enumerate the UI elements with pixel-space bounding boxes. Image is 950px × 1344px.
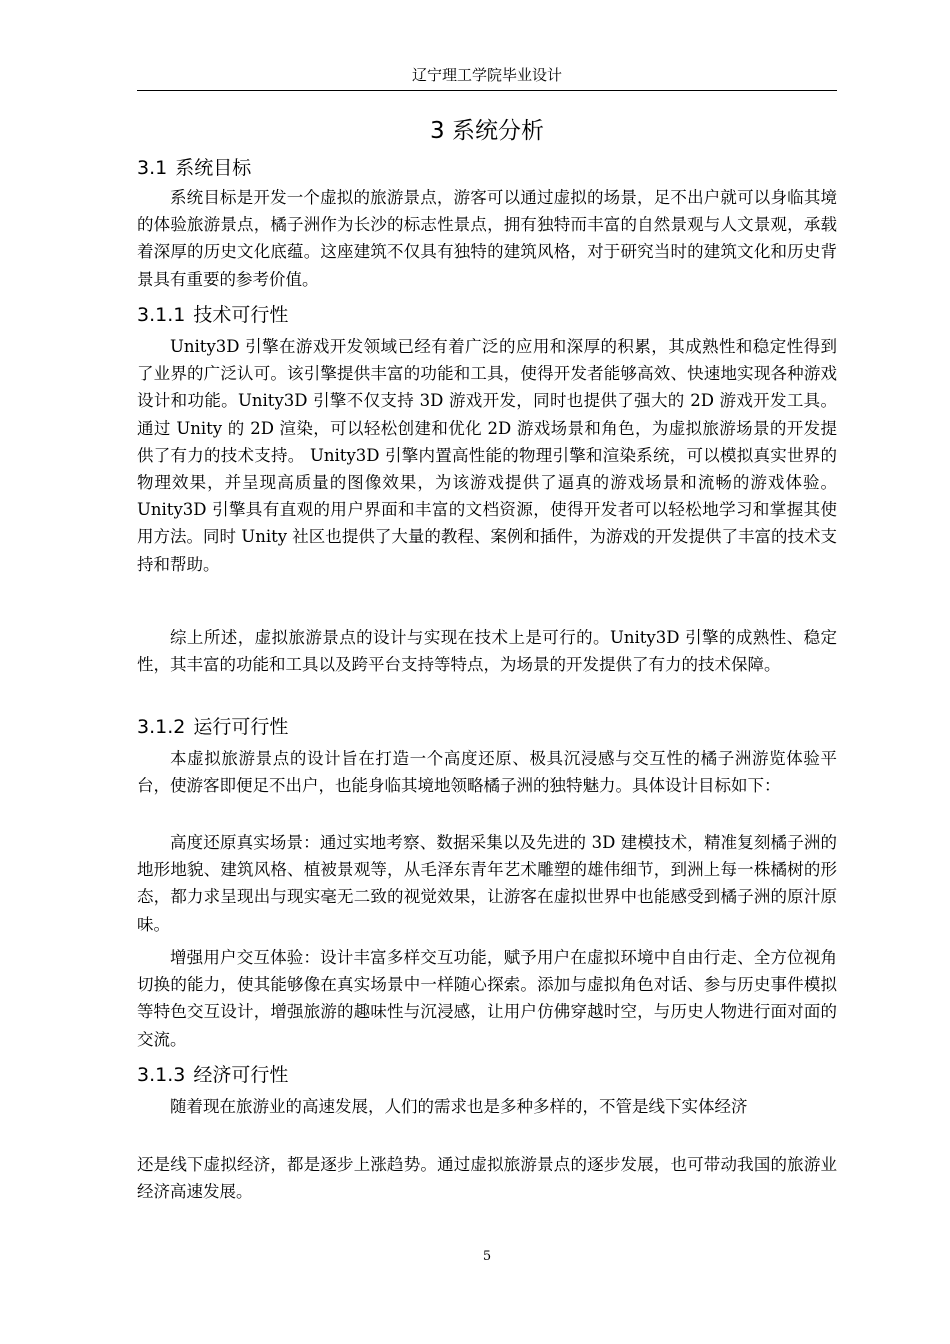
- section-number: 3.1.3: [137, 1064, 186, 1086]
- section-title: 技术可行性: [193, 304, 289, 326]
- body-paragraph: 增强用户交互体验：设计丰富多样交互功能，赋予用户在虚拟环境中自由行走、全方位视角切换的能力，使其能够像在真实场景中一样随心探索。添加与虚拟角色对话、参与历史事件模拟等特色交互设计，增强旅游的趣味性与沉浸感，让用户仿佛穿越时空，与历史人物进行面对面的交流。: [137, 948, 837, 1049]
- chapter-title: 3 系统分析: [430, 118, 544, 144]
- body-paragraph: 综上所述，虚拟旅游景点的设计与实现在技术上是可行的。Unity3D 引擎的成熟性、稳定性，其丰富的功能和工具以及跨平台支持等特点，为场景的开发提供了有力的技术保障。: [137, 628, 837, 675]
- section-title: 运行可行性: [193, 716, 289, 738]
- page-header: [137, 64, 837, 91]
- body-paragraph: 还是线下虚拟经济，都是逐步上涨趋势。通过虚拟旅游景点的逐步发展，也可带动我国的旅游业经济高速发展。: [137, 1155, 837, 1202]
- section-heading-3-1-3: [137, 1061, 288, 1089]
- body-paragraph: Unity3D 引擎在游戏开发领域已经有着广泛的应用和深厚的积累，其成熟性和稳定性得到了业界的广泛认可。该引擎提供丰富的功能和工具，使得开发者能够高效、快速地实现各种游戏设计和功能。Unity3D 引擎不仅支持 3D 游戏开发，同时也提供了强大的 2D 游戏开发工具。通过 Unity 的 2D 渲染，可以轻松创建和优化 2D 游戏场景和角色，为虚拟旅游场景的开发提供了有力的技术支持。 Unity3D 引擎内置高性能的物理引擎和渲染系统，可以模拟真实世界的物理效果，并呈现高质量的图像效果，为该游戏提供了逼真的游戏场景和流畅的游戏体验。 Unity3D 引擎具有直观的用户界面和丰富的文档资源，使得开发者可以轻松地学习和掌握其使用方法。同时 Unity 社区也提供了大量的教程、案例和插件，为游戏的开发提供了丰富的技术支持和帮助。: [137, 337, 837, 574]
- section-title: 经济可行性: [193, 1064, 289, 1086]
- body-paragraph: 本虚拟旅游景点的设计旨在打造一个高度还原、极具沉浸感与交互性的橘子洲游览体验平台，使游客即便足不出户，也能身临其境地领略橘子洲的独特魅力。具体设计目标如下：: [137, 749, 837, 796]
- section-number: 3.1.2: [137, 716, 186, 738]
- section-number: 3.1: [137, 157, 168, 179]
- section-title: 系统目标: [175, 157, 252, 179]
- page-number: 5: [482, 1249, 492, 1264]
- section-heading-3-1-1: [137, 301, 288, 329]
- body-paragraph: 随着现在旅游业的高速发展，人们的需求也是多种多样的，不管是线下实体经济: [170, 1097, 748, 1116]
- section-number: 3.1.1: [137, 304, 186, 326]
- section-heading-3-1: [137, 154, 251, 182]
- body-paragraph: 高度还原真实场景：通过实地考察、数据采集以及先进的 3D 建模技术，精准复刻橘子洲的地形地貌、建筑风格、植被景观等，从毛泽东青年艺术雕塑的雄伟细节，到洲上每一株橘树的形态，都力求呈现出与现实毫无二致的视觉效果，让游客在虚拟世界中也能感受到橘子洲的原汁原味。: [137, 833, 837, 934]
- header-title: 辽宁理工学院毕业设计: [411, 66, 562, 84]
- section-heading-3-1-2: [137, 713, 288, 741]
- body-paragraph: 系统目标是开发一个虚拟的旅游景点，游客可以通过虚拟的场景，足不出户就可以身临其境的体验旅游景点，橘子洲作为长沙的标志性景点，拥有独特而丰富的自然景观与人文景观，承载着深厚的历史文化底蕴。这座建筑不仅具有独特的建筑风格，对于研究当时的建筑文化和历史背景具有重要的参考价值。: [137, 188, 837, 289]
